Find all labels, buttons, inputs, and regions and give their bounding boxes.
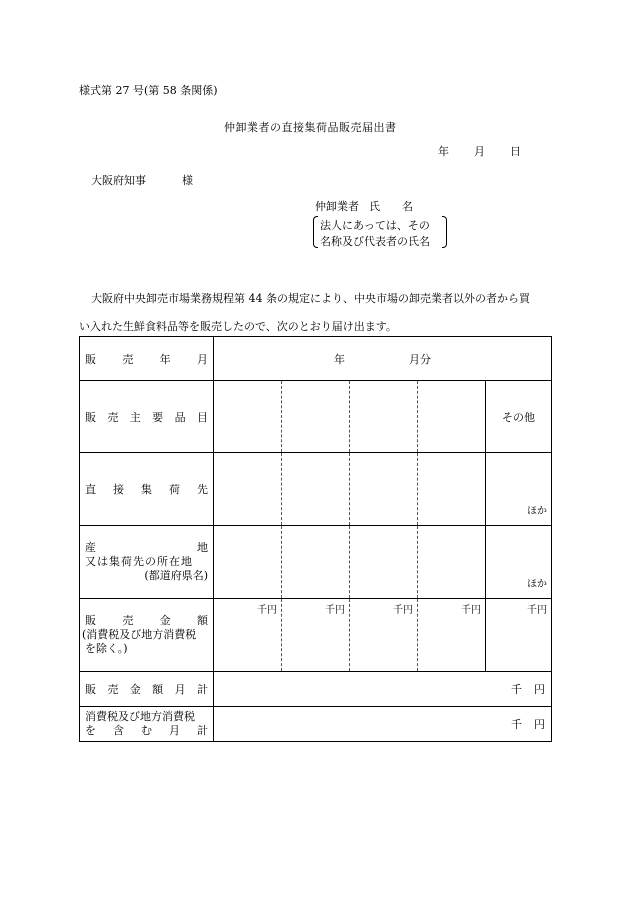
label-char: 販 xyxy=(85,352,96,366)
label-char: 月 xyxy=(174,683,186,696)
shipper-cell-3[interactable] xyxy=(350,453,418,526)
table-row-shipper xyxy=(80,453,552,526)
label-char: 販 xyxy=(85,410,96,424)
unit-label: 千円 xyxy=(257,605,277,616)
unit-label: 千円 xyxy=(325,605,345,616)
label-char: 販 xyxy=(85,614,96,627)
label-char: 先 xyxy=(197,483,208,496)
label-char: 荷 xyxy=(169,483,180,496)
unit-label: 千円 xyxy=(393,605,413,616)
item-cell-1[interactable] xyxy=(214,381,282,453)
sales-month-month: 月分 xyxy=(409,352,432,366)
sales-month-year: 年 xyxy=(334,352,346,366)
label-char: 含 xyxy=(113,724,124,737)
label-char: 集 xyxy=(141,483,152,496)
unit-yen: 円 xyxy=(534,718,546,731)
label-sales-month xyxy=(80,337,214,381)
label-char: 計 xyxy=(196,683,208,696)
body-text-line-1: 大阪府中央卸売市場業務規程第 44 条の規定により、中央市場の卸売業者以外の者から買 xyxy=(91,292,530,305)
unit-thousand: 千 xyxy=(511,718,523,731)
label-origin-line-2: 又は集荷先の所在地 xyxy=(85,555,193,568)
label-char: 主 xyxy=(129,410,141,424)
unit-label: 千円 xyxy=(461,605,481,616)
label-char: 月 xyxy=(196,352,208,366)
label-char: 額 xyxy=(152,683,164,696)
label-char: 地 xyxy=(197,541,208,554)
unit-label: 千円 xyxy=(527,605,548,616)
label-char: 金 xyxy=(159,614,171,627)
form-number: 様式第 27 号(第 58 条関係) xyxy=(79,84,218,97)
others-label: ほか xyxy=(527,579,548,590)
applicant-name-char-1: 氏 xyxy=(369,200,380,213)
amount-cell-4[interactable] xyxy=(418,599,486,672)
amount-cell-3[interactable] xyxy=(350,599,418,672)
date-month: 月 xyxy=(474,145,485,158)
corporate-note xyxy=(313,216,447,250)
label-char: 売 xyxy=(122,352,134,366)
label-char: 月 xyxy=(169,724,180,737)
origin-cell-3[interactable] xyxy=(350,526,418,599)
label-amount xyxy=(80,599,214,672)
amount-cell-1[interactable] xyxy=(214,599,282,672)
label-char: 販 xyxy=(85,683,96,696)
label-char: 要 xyxy=(152,410,164,424)
item-cell-3[interactable] xyxy=(350,381,418,453)
label-origin xyxy=(80,526,214,599)
label-char: 計 xyxy=(197,724,208,737)
corporate-note-line-2: 名称及び代表者の氏名 xyxy=(320,235,430,248)
label-char: 目 xyxy=(196,410,208,424)
table-row-origin xyxy=(80,526,552,599)
label-origin-line-3: (都道府県名) xyxy=(144,569,208,582)
amount-cell-other[interactable] xyxy=(486,599,552,672)
label-shipper xyxy=(80,453,214,526)
corporate-note-line-1: 法人にあっては、その xyxy=(320,219,430,232)
table-row-tax-total xyxy=(80,707,552,742)
label-char: 売 xyxy=(107,410,119,424)
other-label: その他 xyxy=(502,410,536,424)
amount-cell-2[interactable] xyxy=(282,599,350,672)
label-tax-total-line-1: 消費税及び地方消費税 xyxy=(85,710,195,723)
label-char: 売 xyxy=(107,683,119,696)
label-char: 直 xyxy=(85,483,96,496)
table-row-monthly-total xyxy=(80,672,552,707)
addressee-name: 大阪府知事 xyxy=(91,174,146,187)
left-bracket xyxy=(313,216,318,248)
applicant-label: 仲卸業者 xyxy=(315,200,359,213)
label-char: を xyxy=(85,724,96,737)
others-label: ほか xyxy=(527,506,548,517)
monthly-total-unit xyxy=(511,681,545,697)
document-title: 仲卸業者の直接集荷品販売届出書 xyxy=(224,121,397,134)
addressee xyxy=(91,172,193,188)
table-row-sales-month xyxy=(80,337,552,381)
origin-cell-2[interactable] xyxy=(282,526,350,599)
submission-date xyxy=(438,143,521,159)
shipper-cell-1[interactable] xyxy=(214,453,282,526)
item-cell-4[interactable] xyxy=(418,381,486,453)
origin-cell-other[interactable] xyxy=(486,526,552,599)
label-char: 年 xyxy=(159,352,171,366)
body-text-line-2: い入れた生鮮食料品等を販売したので、次のとおり届け出ます。 xyxy=(79,320,397,333)
shipper-cell-other[interactable] xyxy=(486,453,552,526)
table-row-main-items xyxy=(80,381,552,453)
unit-yen: 円 xyxy=(534,683,546,696)
shipper-cell-2[interactable] xyxy=(282,453,350,526)
label-char: 品 xyxy=(174,410,186,424)
label-tax-total xyxy=(80,707,214,742)
label-amount-line-3: を除く。) xyxy=(85,642,128,655)
label-monthly-total xyxy=(80,672,214,707)
table-row-amount xyxy=(80,599,552,672)
applicant-name-line xyxy=(315,198,413,214)
tax-total-field[interactable] xyxy=(214,707,552,742)
label-char: 売 xyxy=(122,614,134,627)
addressee-honorific: 様 xyxy=(182,174,193,187)
label-char: 金 xyxy=(129,683,141,696)
origin-cell-1[interactable] xyxy=(214,526,282,599)
label-char: 接 xyxy=(113,483,124,496)
report-table xyxy=(79,336,552,742)
label-main-items xyxy=(80,381,214,453)
origin-cell-4[interactable] xyxy=(418,526,486,599)
label-amount-line-2: (消費税及び地方消費税 xyxy=(82,628,197,641)
unit-thousand: 千 xyxy=(511,683,523,696)
item-cell-2[interactable] xyxy=(282,381,350,453)
right-bracket xyxy=(442,216,447,248)
shipper-cell-4[interactable] xyxy=(418,453,486,526)
item-cell-other[interactable] xyxy=(486,381,552,453)
date-day: 日 xyxy=(510,145,521,158)
monthly-total-field[interactable] xyxy=(214,672,552,707)
date-year: 年 xyxy=(438,145,449,158)
label-char: む xyxy=(141,724,152,737)
label-char: 産 xyxy=(85,541,96,554)
sales-month-field[interactable] xyxy=(214,337,552,381)
tax-total-unit xyxy=(511,716,545,732)
applicant-name-char-2: 名 xyxy=(402,200,413,213)
label-char: 額 xyxy=(196,614,208,627)
